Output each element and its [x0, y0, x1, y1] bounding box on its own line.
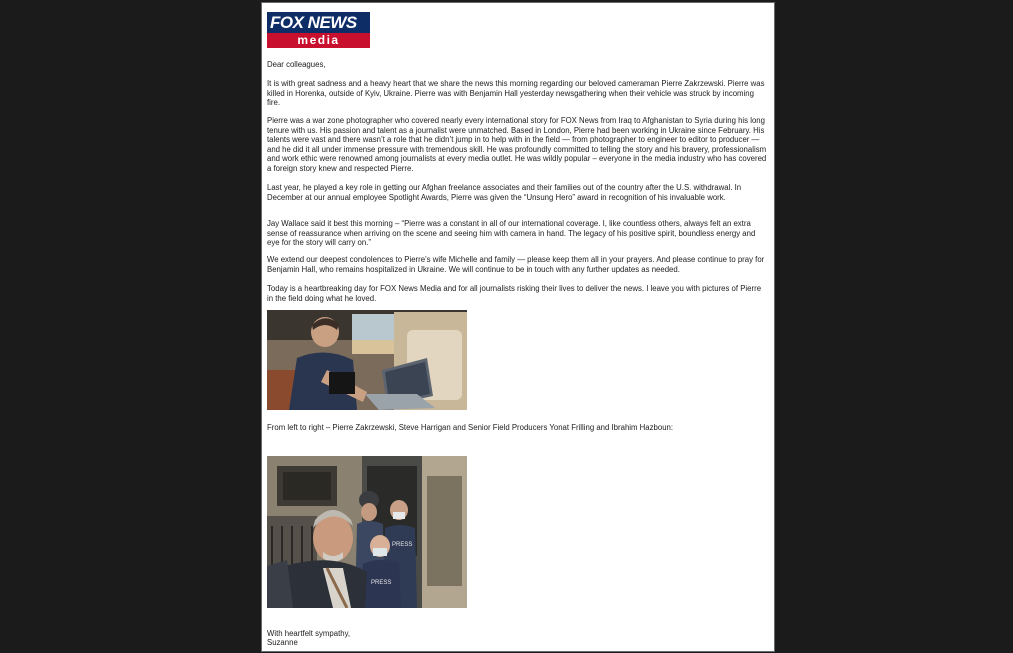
photo-pierre-in-vehicle — [267, 310, 467, 410]
paragraph-3: Last year, he played a key role in getting our Afghan freelance associates and their families out of the country after the U.S. withdrawal. In December at our annual employee Spotlight Awards, Pierre was given the “Unsung Hero” award in recognition of his invaluable work. — [267, 183, 742, 202]
logo-sub: media — [267, 33, 370, 48]
paragraph-5: We extend our deepest condolences to Pierre’s wife Michelle and family — please keep them all in your prayers. And please continue to pray for Benjamin Hall, who remains hospitalized in Ukraine. We will continue to be in touch with any further updates as needed. — [267, 255, 765, 274]
vest-label-1: PRESS — [392, 542, 413, 548]
photo-caption: From left to right – Pierre Zakrzewski, Steve Harrigan and Senior Field Producers Yonat Frilling and Ibrahim Hazboun: — [267, 423, 674, 432]
logo-brand: FOX NEWS — [267, 12, 370, 33]
paragraph-2: Pierre was a war zone photographer who covered nearly every international story for FOX News from Iraq to Afghanistan to Syria during his long tenure with us. His passion and talent as a journalist were unmatched. Based in London, Pierre had been working in Ukraine since February. His talents were vast and there wasn’t a role that he didn’t jump in to help with in the field — from photographer to engineer to editor to producer — and he did it all under immense pressure with tremendous skill. He was profoundly committed to telling the story and his bravery, professionalism and work ethic were renowned among journalists at every media outlet. He was wildly popular – everyone in the media industry who has covered a foreign story knew and respected Pierre. — [267, 116, 767, 173]
vest-label-2: PRESS — [371, 580, 392, 586]
closing: With heartfelt sympathy, — [267, 629, 351, 638]
paragraph-4: Jay Wallace said it best this morning – “Pierre was a constant in all of our international coverage. I, like countless others, always felt an extra sense of reassurance when arriving on the scene and seeing him with camera in hand. The legacy of his positive spirit, boundless energy and eye for the story will carry on.” — [267, 219, 756, 248]
letter-page — [261, 2, 775, 652]
signature: Suzanne — [267, 638, 298, 647]
paragraph-1: It is with great sadness and a heavy heart that we share the news this morning regarding our beloved cameraman Pierre Zakrzewski. Pierre was killed in Horenka, outside of Kyiv, Ukraine. Pierre was with Benjamin Hall yesterday newsgathering when their vehicle was struck by incoming fire. — [267, 79, 765, 108]
greeting: Dear colleagues, — [267, 60, 326, 69]
photo-group-selfie — [267, 456, 467, 608]
paragraph-6: Today is a heartbreaking day for FOX News Media and for all journalists risking their lives to deliver the news. I leave you with pictures of Pierre in the field doing what he loved. — [267, 284, 762, 303]
fox-news-media-logo — [267, 12, 370, 48]
